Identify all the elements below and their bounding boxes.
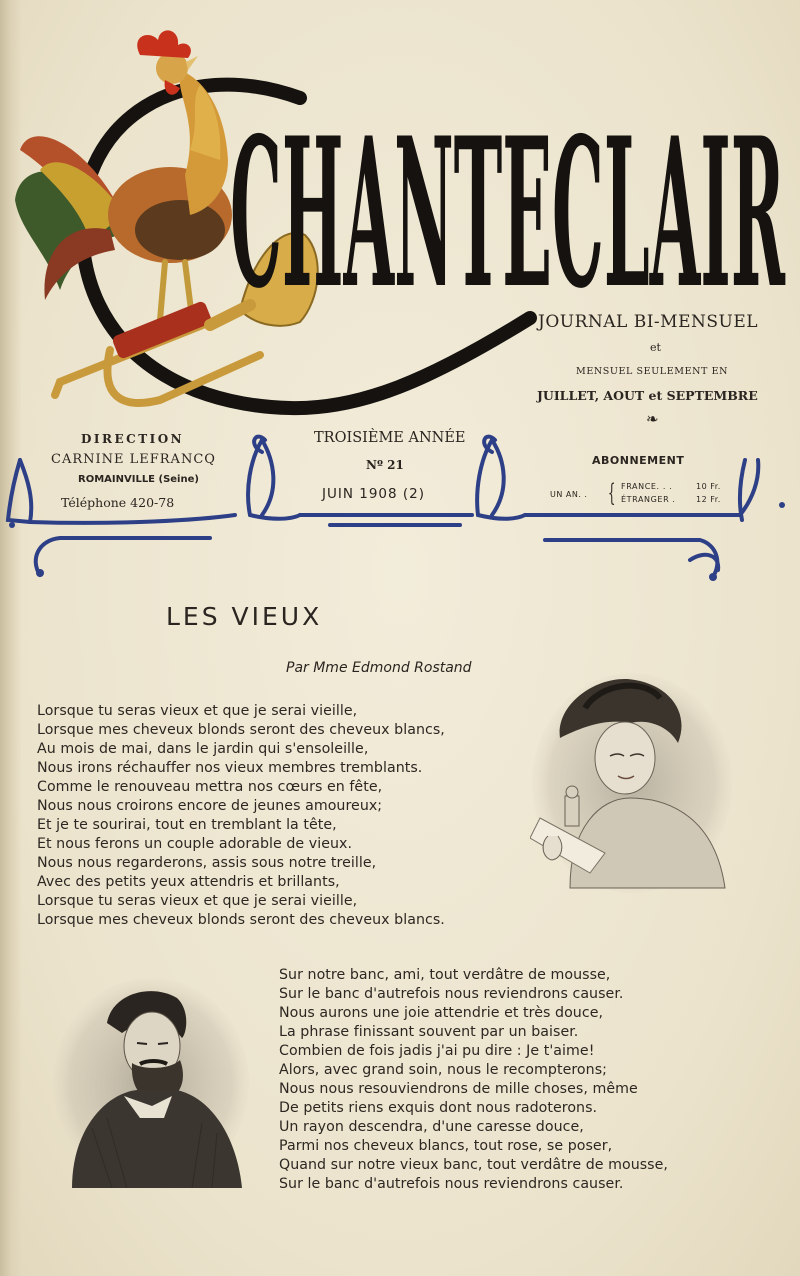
verse-line: Lorsque tu seras vieux et que je serai vieille, <box>37 893 358 909</box>
verse-line: Nous aurons une joie attendrie et très douce, <box>279 1005 604 1021</box>
verse-line: Avec des petits yeux attendris et brillants, <box>37 874 340 890</box>
masthead-title-text: CHANTECLAIR <box>230 94 786 310</box>
verse-line: De petits riens exquis dont nous radoterons. <box>279 1100 598 1116</box>
verse-line: Alors, avec grand soin, nous le recompterons; <box>279 1062 607 1078</box>
poem-stanza-2 <box>279 966 668 1194</box>
poem-title: LES VIEUX <box>166 602 323 631</box>
verse-line: Nous nous resouviendrons de mille choses, même <box>279 1081 638 1097</box>
verse-line: Lorsque tu seras vieux et que je serai vieille, <box>37 703 358 719</box>
rooster-illustration <box>15 30 232 320</box>
fleuron-icon: ❧ <box>646 410 659 428</box>
masthead-title <box>230 70 790 310</box>
journal-and: et <box>650 341 661 354</box>
issue-number: Nº 21 <box>366 458 404 472</box>
subscription-period: UN AN. . <box>550 490 588 499</box>
verse-line: Quand sur notre vieux banc, tout verdâtre de mousse, <box>279 1157 668 1173</box>
verse-line: La phrase finissant souvent par un baiser. <box>279 1024 579 1040</box>
subscription-label: ABONNEMENT <box>592 454 685 467</box>
portrait-bearded-man <box>52 978 250 1188</box>
verse-line: Un rayon descendra, d'une caresse douce, <box>279 1119 584 1135</box>
journal-monthly-only: MENSUEL SEULEMENT EN <box>576 366 729 377</box>
verse-line: Comme le renouveau mettra nos cœurs en fête, <box>37 779 383 795</box>
subscription-abroad-label: ÉTRANGER . <box>621 495 676 504</box>
portrait-woman-reading <box>530 668 735 893</box>
poem-author: Par Mme Edmond Rostand <box>286 660 472 676</box>
issue-date: JUIN 1908 (2) <box>322 486 426 502</box>
subscription-france-label: FRANCE. . . <box>621 482 673 491</box>
verse-line: Au mois de mai, dans le jardin qui s'ensoleille, <box>37 741 369 757</box>
subscription-brace: { <box>607 479 616 507</box>
direction-label: DIRECTION <box>81 432 185 446</box>
verse-line: Et nous ferons un couple adorable de vieux. <box>37 836 353 852</box>
verse-line: Lorsque mes cheveux blonds seront des cheveux blancs. <box>37 912 445 928</box>
issue-year: TROISIÈME ANNÉE <box>314 430 466 446</box>
verse-line: Nous nous regarderons, assis sous notre treille, <box>37 855 377 871</box>
verse-line: Et je te sourirai, tout en tremblant la tête, <box>37 817 337 833</box>
verse-line: Sur le banc d'autrefois nous reviendrons causer. <box>279 1176 624 1192</box>
direction-name: CARNINE LEFRANCQ <box>51 452 216 467</box>
poem-stanza-1 <box>37 702 445 930</box>
subscription-abroad-price: 12 Fr. <box>696 495 721 504</box>
verse-line: Sur le banc d'autrefois nous reviendrons causer. <box>279 986 624 1002</box>
verse-line: Parmi nos cheveux blancs, tout rose, se poser, <box>279 1138 613 1154</box>
journal-type: JOURNAL BI-MENSUEL <box>538 312 759 332</box>
verse-line: Nous nous croirons encore de jeunes amoureux; <box>37 798 383 814</box>
verse-line: Lorsque mes cheveux blonds seront des cheveux blancs, <box>37 722 445 738</box>
subscription-france-price: 10 Fr. <box>696 482 721 491</box>
direction-city: ROMAINVILLE (Seine) <box>78 474 199 485</box>
journal-months: JUILLET, AOUT et SEPTEMBRE <box>537 388 758 403</box>
direction-phone: Téléphone 420-78 <box>61 495 175 510</box>
verse-line: Combien de fois jadis j'ai pu dire : Je t'aime! <box>279 1043 595 1059</box>
verse-line: Nous irons réchauffer nos vieux membres tremblants. <box>37 760 423 776</box>
verse-line: Sur notre banc, ami, tout verdâtre de mousse, <box>279 967 611 983</box>
